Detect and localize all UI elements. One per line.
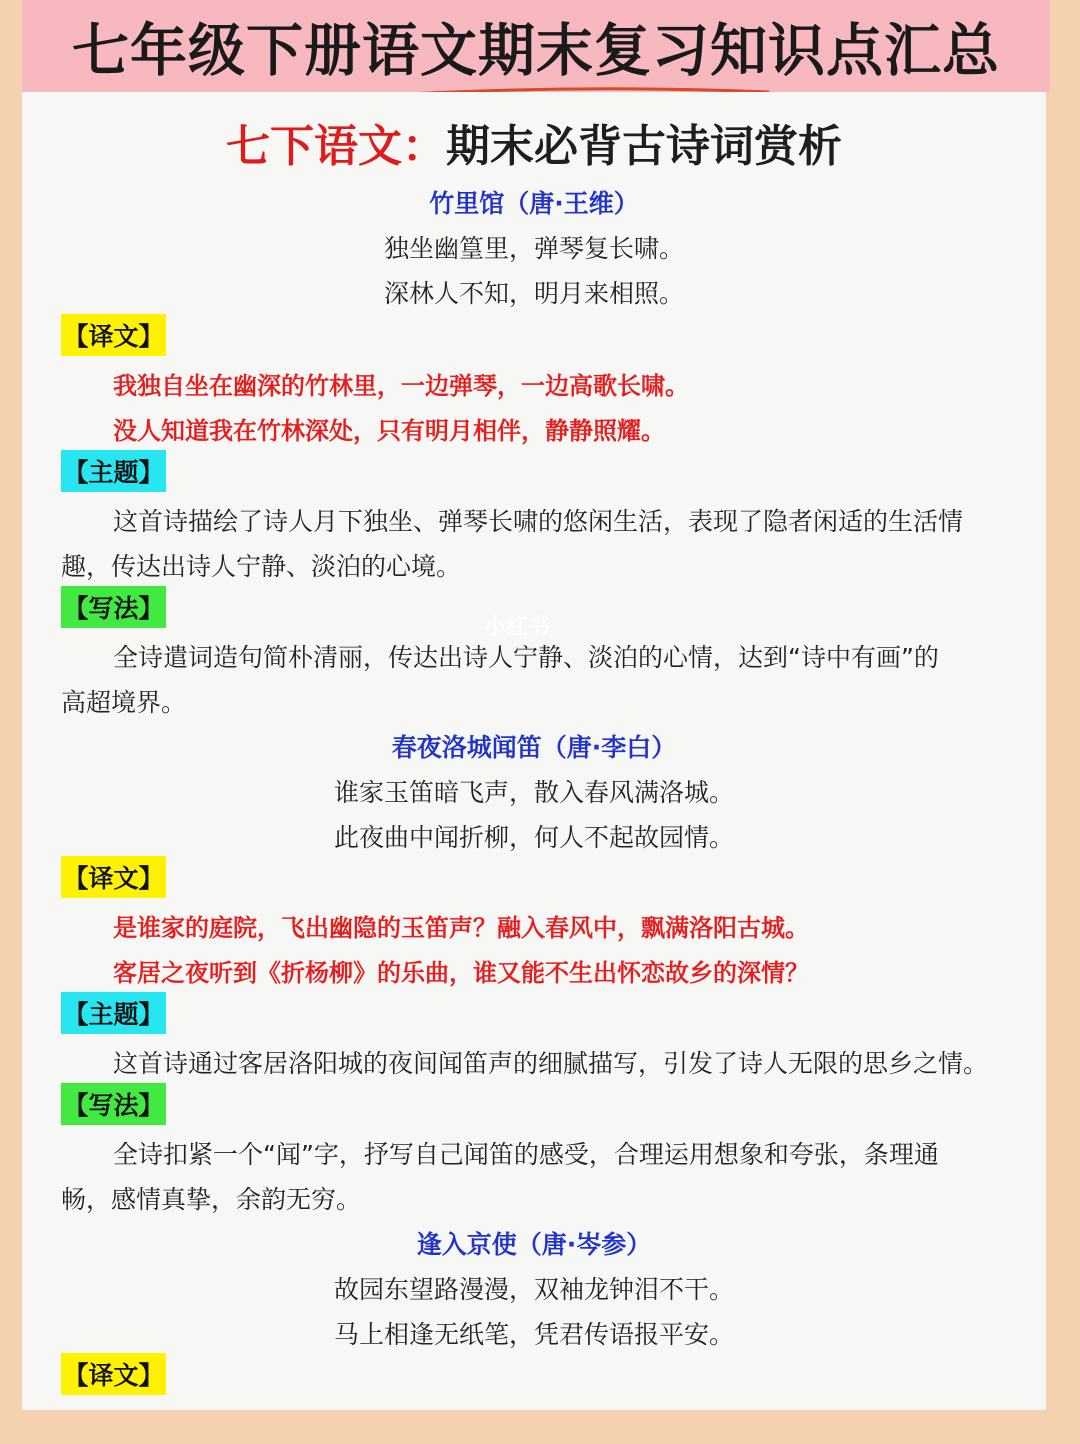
poem-line: 深林人不知，明月来相照。 [383, 279, 684, 308]
poem-title: 逢入京使（唐·岑参） [416, 1230, 652, 1259]
theme-tag: 【主题】 [61, 992, 166, 1034]
watermark-logo: 小红书 [484, 615, 551, 640]
page-title: 七年级下册语文期末复习知识点汇总 [72, 18, 1000, 84]
translation-tag: 【译文】 [61, 856, 166, 898]
theme-text: 这首诗描绘了诗人月下独坐、弹琴长啸的悠闲生活，表现了隐者闲适的生活情 [113, 507, 964, 536]
theme-text: 趣，传达出诗人宁静、淡泊的心境。 [61, 552, 462, 581]
translation-line: 没人知道我在竹林深处，只有明月相伴，静静照耀。 [113, 417, 665, 445]
poem-title: 竹里馆（唐·王维） [429, 189, 639, 218]
technique-tag: 【写法】 [61, 586, 166, 628]
poem-line: 独坐幽篁里，弹琴复长啸。 [383, 234, 684, 263]
poem-line: 马上相逢无纸笔，凭君传语报平安。 [333, 1320, 734, 1349]
technique-text: 全诗扣紧一个“闻”字，抒写自己闻笛的感受，合理运用想象和夸张，条理通 [113, 1140, 939, 1169]
technique-text: 高超境界。 [61, 688, 187, 717]
theme-text: 这首诗通过客居洛阳城的夜间闻笛声的细腻描写，引发了诗人无限的思乡之情。 [113, 1049, 989, 1078]
translation-line: 我独自坐在幽深的竹林里，一边弹琴，一边高歌长啸。 [113, 372, 689, 400]
technique-text: 畅，感情真挚，余韵无穷。 [61, 1185, 362, 1214]
translation-tag: 【译文】 [61, 1353, 166, 1395]
technique-text: 全诗遣词造句简朴清丽，传达出诗人宁静、淡泊的心情，达到“诗中有画”的 [113, 643, 939, 672]
subtitle-main: 期末必背古诗词赏析 [446, 121, 842, 172]
poem-title: 春夜洛城闻笛（唐·李白） [391, 733, 677, 762]
poem-line: 谁家玉笛暗飞声，散入春风满洛城。 [333, 778, 734, 807]
translation-line: 客居之夜听到《折杨柳》的乐曲，谁又能不生出怀恋故乡的深情？ [113, 959, 809, 987]
section-subtitle [22, 110, 1046, 174]
translation-tag: 【译文】 [61, 314, 166, 356]
poem-line: 故园东望路漫漫，双袖龙钟泪不干。 [333, 1275, 734, 1304]
header-banner [22, 0, 1050, 92]
poem-line: 此夜曲中闻折柳，何人不起故园情。 [333, 823, 734, 852]
theme-tag: 【主题】 [61, 450, 166, 492]
technique-tag: 【写法】 [61, 1083, 166, 1125]
translation-line: 是谁家的庭院，飞出幽隐的玉笛声？融入春风中，飘满洛阳古城。 [113, 914, 809, 942]
subtitle-prefix: 七下语文： [226, 121, 446, 172]
content-sheet [22, 92, 1046, 1410]
